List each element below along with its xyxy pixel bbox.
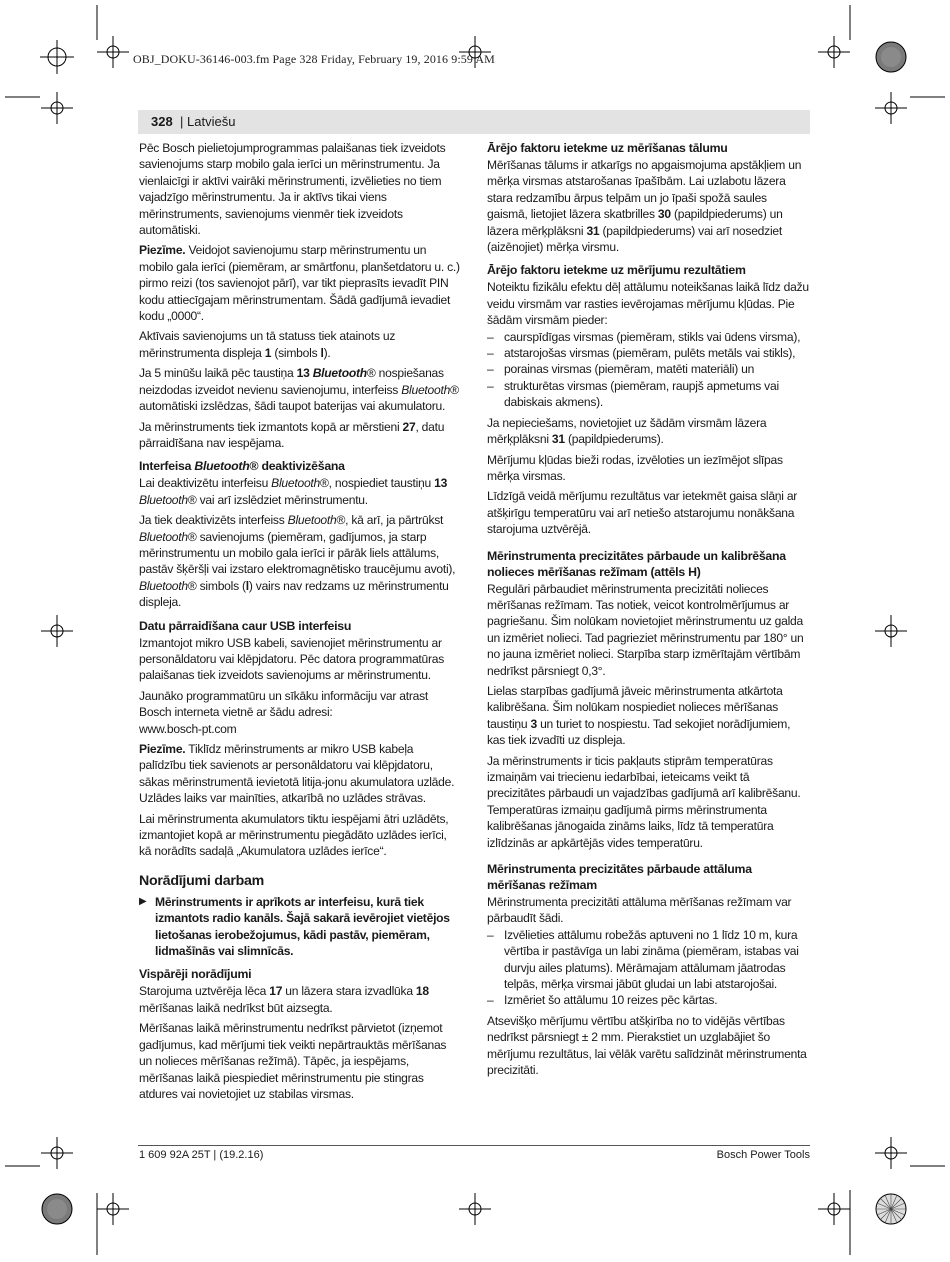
- surface-list: [487, 329, 810, 411]
- footer-brand: Bosch Power Tools: [716, 1149, 810, 1161]
- list-item: – caurspīdīgas virsmas (piemēram, stikls vai ūdens virsma),: [487, 329, 810, 345]
- section-heading: Mērinstrumenta precizitātes pārbaude attāluma mērīšanas režīmam: [487, 862, 752, 893]
- paragraph: Aktīvais savienojums un tā statuss tiek atainots uz mērinstrumenta displeja 1 (simbols l).: [139, 329, 396, 360]
- registration-target-icon: [818, 1193, 850, 1225]
- section-heading: Mērinstrumenta precizitātes pārbaude un kalibrēšana nolieces mērīšanas režīmam (attēls H): [487, 548, 786, 579]
- paragraph: Lielas starpības gadījumā jāveic mērinstrumenta atkārtota kalibrēšana. Šim nolūkam nospiediet nolieces mērīšanas taustiņu 3 un turiet to nospiestu. Tad sekojiet norādījumiem, kas tiek izvadīti uz displeja.: [487, 683, 791, 748]
- paragraph: Lai mērinstrumenta akumulators tiktu iespējami ātri uzlādēts, izmantojiet kopā ar mērinstrumentu piegādāto uzlādes ierīci, kā norādīts sadaļā „Akumulatora uzlādes ierīce“.: [139, 811, 449, 859]
- paragraph: Atsevišķo mērījumu vērtību atšķirība no to vidējās vērtības nedrīkst pārsniegt ± 2 mm. Pierakstiet un uzglabājiet šo mērījumu rezultātus, lai vēlāk varētu salīdzināt mērinstrumenta precizitāti.: [487, 1013, 807, 1078]
- paragraph: Mērījumu kļūdas bieži rodas, izvēloties un iezīmējot slīpas mērķa virsmas.: [487, 452, 783, 483]
- warning-item: ▶ Mērinstruments ir aprīkots ar interfeisu, kurā tiek izmantots radio kanāls. Šajā sakarā ievērojiet vietējos lietošanas ierobežojumus, kādi pastāv, piemēram, lidmašīnās vai slimnīcās.: [139, 894, 450, 959]
- list-item: – Izvēlieties attālumu robežās aptuveni no 1 līdz 10 m, kura vērtība ir pastāvīga un labi zināma (piemēram, istabas vai durvju ailes platums). Mērāmajam attālumam jāatrodas telpās, mērķa virsmai jābūt gludai un labi atstarojošai.: [487, 927, 810, 993]
- registration-target-icon: [97, 36, 129, 68]
- footer-doc-number: 1 609 92A 25T | (19.2.16): [139, 1149, 264, 1161]
- paragraph: Regulāri pārbaudiet mērinstrumenta precizitāti nolieces mērīšanas režīmam. Tas notiek, veicot kontrolmērījumus ar pagriešanu. Šim nolūkam novietojiet mērinstrumentu uz galda un izmēriet nolieci. Tad pagrieziet mērinstrumentu par 180° un no jauna izmēriet nolieci. Starpība starp izmērītajām vērtībām nedrīkst pārsniegt 0,3°.: [487, 581, 804, 678]
- paragraph: Ja mērinstruments tiek izmantots kopā ar mērstieni 27, datu pārraidīšana nav iespējama.: [139, 419, 445, 450]
- registration-target-icon: [459, 1193, 491, 1225]
- section-heading: Ārējo faktoru ietekme uz mērīšanas tālumu: [487, 141, 728, 155]
- header-language: | Latviešu: [180, 114, 236, 129]
- paragraph: Izmantojot mikro USB kabeli, savienojiet mērinstrumentu ar personāldatoru vai klēpjdatoru. Pēc datora programmatūras palaišanas tiek izveidots savienojums ar mērinstrumentu.: [139, 635, 445, 683]
- page-number: 328: [151, 114, 173, 129]
- registration-target-icon: [875, 1137, 907, 1169]
- section-heading: Interfeisa Bluetooth® deaktivizēšana: [139, 459, 345, 474]
- section-heading: Datu pārraidīšana caur USB interfeisu: [139, 618, 352, 633]
- chapter-heading: Norādījumi darbam: [139, 872, 265, 889]
- footer-divider: [138, 1145, 810, 1146]
- registration-target-icon: [40, 40, 74, 74]
- paragraph: Ja 5 minūšu laikā pēc taustiņa 13 Bluetooth® nospiešanas neizdodas izveidot nevienu savienojumu, interfeiss Bluetooth® automātiski izslēdzas, šādi taupot baterijas vai akumulatoru.: [139, 366, 459, 414]
- page-header: [138, 110, 810, 134]
- paragraph: Noteiktu fizikālu efektu dēļ attālumu noteikšanas laikā līdz dažu veidu virsmām var rasties ievērojamas mērījumu kļūdas. Pie šādām virsmām pieder:: [487, 280, 809, 328]
- paragraph: Starojuma uztvērēja lēca 17 un lāzera stara izvadlūka 18 mērīšanas laikā nedrīkst būt aizsegta.: [139, 984, 429, 1015]
- registration-target-icon: [41, 615, 73, 647]
- list-item: – atstarojošas virsmas (piemēram, pulēts metāls vai stikls),: [487, 345, 810, 361]
- section-heading: Vispārēji norādījumi: [139, 967, 252, 982]
- website-url: www.bosch-pt.com: [139, 721, 237, 736]
- left-column: [139, 140, 461, 1106]
- registration-target-icon: [818, 36, 850, 68]
- section-heading: Ārējo faktoru ietekme uz mērījumu rezultātiem: [487, 263, 746, 278]
- registration-target-icon: [875, 615, 907, 647]
- paragraph: Ja tiek deaktivizēts interfeiss Bluetooth®, kā arī, ja pārtrūkst Bluetooth® savienojums (piemēram, gadījumos, ja starp mērinstrumentu un mobilo gala ierīci ir pārāk liels attālums, pastāv šķēršļi vai izstaro elektromagnētisko traucējumu avoti), Bluetooth® simbols (l) vairs nav redzams uz mērinstrumentu displeja.: [139, 513, 456, 610]
- color-calibration-disc-icon: [42, 1194, 72, 1224]
- paragraph: Līdzīgā veidā mērījumu rezultātus var ietekmēt gaisa slāņi ar atšķirīgu temperatūru vai arī netiešo atstarojumu nonākšana starojuma uztvērējā.: [487, 489, 798, 537]
- paragraph: Mērīšanas tālums ir atkarīgs no apgaismojuma apstākļiem un mērķa virsmas atstarošanas īpašībām. Lai uzlabotu lāzera stara redzamību ārpus telpām un jo īpaši spožā saules gaismā, lietojiet lāzera skatbrilles 30 (papildpiederums) un lāzera mērķplāksni 31 (papildpiederums) vai arī nosedziet (aizēnojiet) mērķa virsmu.: [487, 158, 802, 255]
- warning-arrow-icon: ▶: [139, 895, 147, 907]
- note-paragraph: Piezīme. Veidojot savienojumu starp mērinstrumentu un mobilo gala ierīci (piemēram, ar smārtfonu, planšetdatoru u. c.) pirmo reizi (tos savienojot pārī), var tikt pieprasīts ievadīt PIN kodu attiecīgajam mērinstrumentam. Šādā gadījumā ievadiet kodu „0000“.: [139, 243, 460, 324]
- paragraph: Mērīšanas laikā mērinstrumentu nedrīkst pārvietot (izņemot gadījumus, kad mērījumi tiek veikti nepārtrauktās mērīšanas un nolieces mērīšanas režīmā). Tāpēc, ja iespējams, mērīšanas laikā piespiediet mērinstrumentu pie stingras atdures vai novietojiet uz stabilas virsmas.: [139, 1021, 447, 1101]
- note-paragraph: Piezīme. Tiklīdz mērinstruments ar mikro USB kabeļa palīdzību tiek savienots ar personāldatoru vai klēpjdatoru, sākas mērinstrumentā ievietotā litija-jonu akumulatora uzlāde. Uzlādes laiks var mainīties, atkarībā no uzlādes strāvas.: [139, 742, 455, 806]
- registration-target-icon: [41, 92, 73, 124]
- paragraph: Pēc Bosch pielietojumprogrammas palaišanas tiek izveidots savienojums starp mobilo gala ierīci un mērinstrumentu. Ja vienlaicīgi ir aktīvi vairāki mērinstrumenti, izvēlieties no tiem vajadzīgo mērinstrumentu. Ja ir aktīvs tikai viens mērinstruments, savienojums vienmēr tiek izveidots automātiski.: [139, 141, 446, 238]
- paragraph: Ja mērinstruments ir ticis pakļauts stiprām temperatūras izmaiņām vai triecienu iedarbībai, ieteicams veikt tā precizitātes pārbaudi un vajadzības gadījumā arī kalibrēšanu. Temperatūras izmaiņu gadījumā pirms mērinstrumenta kalibrēšanas jānogaida zināms laiks, līdz tā temperatūra izlīdzinās ar apkārtējās vides temperatūru.: [487, 753, 801, 850]
- list-item: – strukturētas virsmas (piemēram, raupjš apmetums vai dabiskais akmens).: [487, 378, 810, 411]
- paragraph: Ja nepieciešams, novietojiet uz šādām virsmām lāzera mērķplāksni 31 (papildpiederums).: [487, 415, 767, 447]
- list-item: – Izmēriet šo attālumu 10 reizes pēc kārtas.: [487, 992, 810, 1008]
- paragraph: Mērinstrumenta precizitāti attāluma mērīšanas režīmam var pārbaudīt šādi.: [487, 895, 792, 926]
- color-calibration-disc-icon: [876, 42, 906, 72]
- registration-target-icon: [97, 1193, 129, 1255]
- paragraph: Lai deaktivizētu interfeisu Bluetooth®, nospiediet taustiņu 13 Bluetooth® vai arī izslēdziet mērinstrumentu.: [139, 476, 448, 507]
- file-slug: OBJ_DOKU-36146-003.fm Page 328 Friday, February 19, 2016 9:59 AM: [133, 52, 495, 66]
- list-item: – porainas virsmas (piemēram, matēti materiāli) un: [487, 361, 810, 377]
- registration-target-icon: [875, 92, 907, 124]
- color-calibration-disc-icon: [876, 1194, 906, 1224]
- right-column: [487, 140, 810, 1083]
- paragraph: Jaunāko programmatūru un sīkāku informāciju var atrast Bosch interneta vietnē ar šādu adresi: www.bosch-pt.com: [139, 688, 428, 736]
- registration-target-icon: [41, 1137, 73, 1169]
- procedure-list: [487, 927, 810, 1009]
